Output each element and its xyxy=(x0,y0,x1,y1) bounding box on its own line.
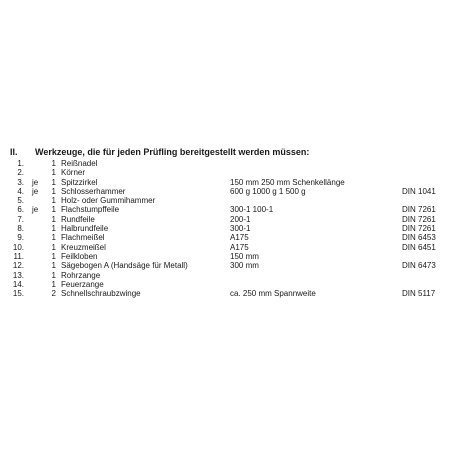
tool-number: 7. xyxy=(17,214,24,224)
tool-name: Holz- oder Gummihammer xyxy=(61,196,156,206)
tool-din: DIN 5117 xyxy=(402,289,436,299)
tool-name: Körner xyxy=(61,168,86,178)
tool-row xyxy=(0,168,458,177)
tool-number: 1. xyxy=(17,159,24,168)
tool-name: Feilkloben xyxy=(61,251,98,261)
tool-row xyxy=(0,205,458,214)
tool-number: 8. xyxy=(17,224,24,234)
tool-number: 14. xyxy=(12,279,24,289)
tool-quantity: 1 xyxy=(51,251,56,261)
tool-din: DIN 6453 xyxy=(402,233,436,243)
tool-quantity: 1 xyxy=(51,196,56,206)
tool-list xyxy=(0,159,458,298)
tool-row xyxy=(0,178,458,187)
tool-row xyxy=(0,224,458,233)
tool-spec: A175 xyxy=(230,242,249,252)
tool-quantity: 1 xyxy=(51,168,56,178)
tool-spec: 300-1 xyxy=(230,224,251,234)
tool-row xyxy=(0,252,458,261)
tool-quantity: 1 xyxy=(51,242,56,252)
tool-name: Schnellschraubzwinge xyxy=(61,289,141,299)
tool-row xyxy=(0,271,458,280)
tool-je: je xyxy=(32,186,39,196)
tool-quantity: 1 xyxy=(51,177,56,187)
tool-row xyxy=(0,233,458,242)
tool-quantity: 2 xyxy=(51,289,56,299)
tool-spec: 300-1 100-1 xyxy=(230,205,274,215)
tool-spec: 600 g 1000 g 1 500 g xyxy=(230,186,306,196)
tool-name: Schlosserhammer xyxy=(61,186,126,196)
section-number: II. xyxy=(10,147,18,157)
tool-name: Reißnadel xyxy=(61,159,98,168)
tool-row xyxy=(0,243,458,252)
tool-je: je xyxy=(32,177,39,187)
tool-din: DIN 7261 xyxy=(402,224,436,234)
tool-quantity: 1 xyxy=(51,159,56,168)
tool-number: 6. xyxy=(17,205,24,215)
tool-spec: A175 xyxy=(230,233,249,243)
tool-name: Rundfeile xyxy=(61,214,95,224)
tool-din: DIN 6473 xyxy=(402,261,436,271)
tool-name: Flachstumpffeile xyxy=(61,205,120,215)
tool-quantity: 1 xyxy=(51,214,56,224)
tool-name: Flachmeißel xyxy=(61,233,105,243)
tool-number: 15. xyxy=(12,289,24,299)
tool-row xyxy=(0,215,458,224)
tool-je: je xyxy=(32,205,39,215)
tool-row xyxy=(0,187,458,196)
tool-number: 11. xyxy=(13,251,24,261)
tool-row xyxy=(0,280,458,289)
tool-row xyxy=(0,196,458,205)
tool-spec: ca. 250 mm Spannweite xyxy=(230,289,316,299)
tool-name: Halbrundfeile xyxy=(61,224,109,234)
tool-number: 9. xyxy=(17,233,24,243)
tool-row xyxy=(0,289,458,298)
tool-din: DIN 6451 xyxy=(402,242,436,252)
tool-quantity: 1 xyxy=(51,279,56,289)
tool-row xyxy=(0,261,458,270)
tool-quantity: 1 xyxy=(51,224,56,234)
tool-number: 2. xyxy=(17,168,24,178)
tool-name: Sägebogen A (Handsäge für Metall) xyxy=(61,261,188,271)
tool-row xyxy=(0,159,458,168)
tool-name: Rohrzange xyxy=(61,270,101,280)
section-heading: Werkzeuge, die für jeden Prüfling bereitgestellt werden müssen: xyxy=(35,147,310,157)
tool-name: Spitzzirkel xyxy=(61,177,98,187)
tool-quantity: 1 xyxy=(51,205,56,215)
tool-name: Kreuzmeißel xyxy=(61,242,106,252)
tool-name: Feuerzange xyxy=(61,279,104,289)
tool-quantity: 1 xyxy=(51,270,56,280)
tool-din: DIN 1041 xyxy=(402,186,436,196)
tool-number: 12. xyxy=(12,261,24,271)
tool-quantity: 1 xyxy=(51,186,56,196)
tool-number: 13. xyxy=(12,270,24,280)
tool-quantity: 1 xyxy=(51,261,56,271)
tool-quantity: 1 xyxy=(51,233,56,243)
tool-number: 3. xyxy=(17,177,24,187)
tool-number: 10. xyxy=(12,242,24,252)
tool-din: DIN 7261 xyxy=(402,214,436,224)
tool-spec: 150 mm xyxy=(230,251,259,261)
tool-din: DIN 7261 xyxy=(402,205,436,215)
tool-number: 4. xyxy=(17,186,24,196)
tool-number: 5. xyxy=(17,196,24,206)
tool-spec: 200-1 xyxy=(230,214,251,224)
tool-spec: 150 mm 250 mm Schenkellänge xyxy=(230,177,345,187)
tool-spec: 300 mm xyxy=(230,261,259,271)
